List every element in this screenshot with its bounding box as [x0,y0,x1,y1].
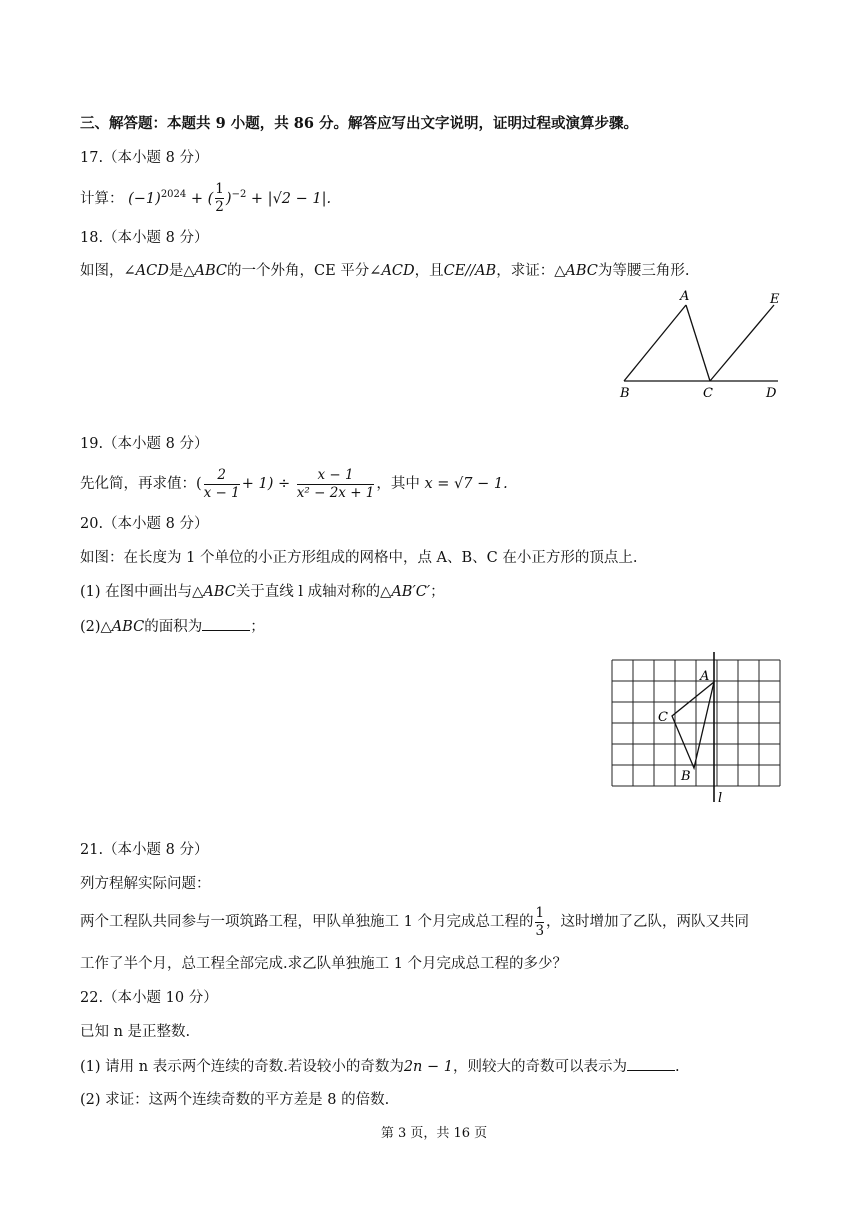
label-e: E [770,292,780,307]
q18-header: 18.（本小题 8 分） [80,230,209,246]
q17-header: 17.（本小题 8 分） [80,150,209,166]
segment-ab [624,305,686,381]
label-c: C [703,386,713,401]
q20-sub1: (1) 在图中画出与△ABC关于直线 l 成轴对称的△AB′C′； [80,584,445,600]
q22-sub2: (2) 求证：这两个连续奇数的平方差是 8 的倍数. [80,1092,390,1108]
page-footer: 第 3 页，共 16 页 [380,1126,488,1141]
q22-header: 22.（本小题 10 分） [80,990,218,1006]
q20-header: 20.（本小题 8 分） [80,516,209,532]
q21-header: 21.（本小题 8 分） [80,842,209,858]
q21-lead: 列方程解实际问题： [80,876,211,892]
q21-body-1: 两个工程队共同参与一项筑路工程，甲队单独施工 1 个月完成总工程的 $\frac{1}{3}$ ，这时增加了乙队，两队又共同 [80,904,750,939]
segment-ac [686,305,710,381]
section-heading: 三、解答题：本题共 9 小题，共 86 分。解答应写出文字说明，证明过程或演算步骤。 [80,115,639,132]
label-a: A [680,289,690,304]
q21-fraction: $\frac{1}{3}$ [535,904,545,939]
q22-sub1: (1) 请用 n 表示两个连续的奇数.若设较小的奇数为2n − 1，则较大的奇数可以表示为 . [80,1056,680,1077]
q19-fraction-2: $\frac{x - 1}{\text{x² − 2x + 1}}$ [296,466,375,501]
label-c: C [658,710,668,725]
label-b: B [620,386,630,401]
q18-body: 如图，∠ACD是△ABC的一个外角，CE 平分∠ACD，且CE//AB，求证：△ABC为等腰三角形. [80,263,690,279]
q19-header: 19.（本小题 8 分） [80,436,209,452]
q20-grid-figure [606,652,786,808]
answer-blank[interactable] [627,1056,675,1071]
label-d: D [766,386,777,401]
q20-sub2: (2)△ABC的面积为 ； [80,616,265,637]
q19-fraction-1: $\frac{2}{x - 1}$ [203,466,240,501]
q20-stem: 如图：在长度为 1 个单位的小正方形组成的网格中，点 A、B、C 在小正方形的顶点上. [80,550,638,566]
unit-grid [612,660,780,786]
triangle-abc [672,682,714,768]
answer-blank[interactable] [202,616,250,631]
q22-stem: 已知 n 是正整数. [80,1024,191,1040]
ray-ce [710,305,774,381]
q17-body: 计算： $(-1)^{2024}$ + ( $\frac{1}{2}$ )$^{-2}$ + |√2 − 1|. [80,181,332,216]
q18-triangle-figure [610,285,790,405]
label-a: A [700,669,710,684]
q21-body-2: 工作了半个月，总工程全部完成.求乙队单独施工 1 个月完成总工程的多少？ [80,956,568,972]
q17-fraction: $\frac{1}{2}$ [215,181,224,216]
label-l: l [718,791,723,806]
q19-body: 先化简，再求值：( $\frac{2}{x - 1}$ + 1) ÷ $\frac{x - 1}{\text{x² − 2x + 1}}$ ，其中 x = √7 − 1. [80,466,508,501]
label-b: B [681,769,691,784]
